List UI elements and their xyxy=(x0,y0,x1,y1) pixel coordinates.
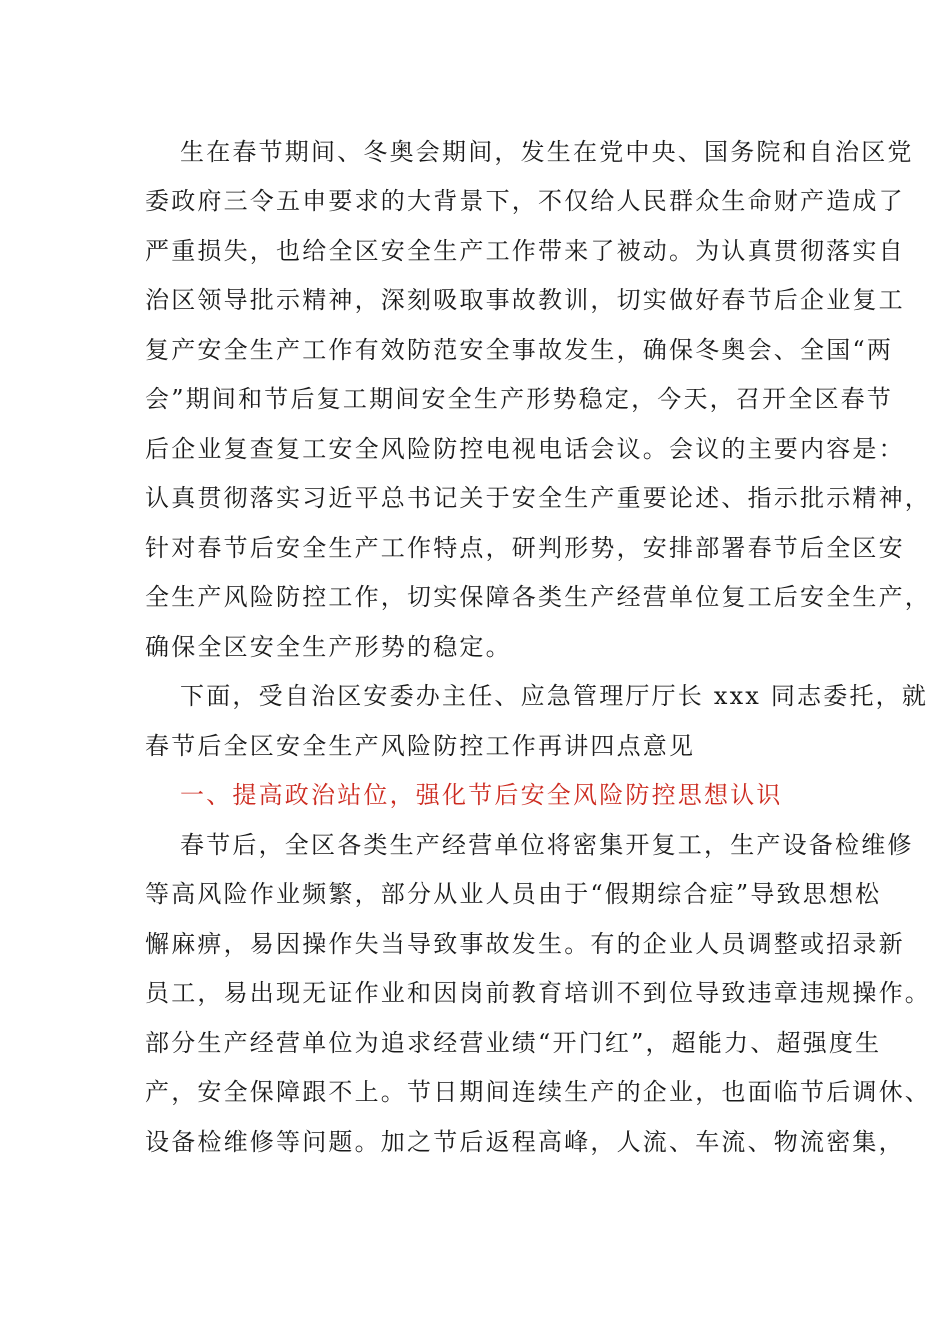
paragraph-line: 会”期间和节后复工期间安全生产形势稳定，今天，召开全区春节 xyxy=(145,385,894,413)
paragraph-line: 生在春节期间、冬奥会期间，发生在党中央、国务院和自治区党 xyxy=(180,138,914,166)
paragraph-line: 春节后全区安全生产风险防控工作再讲四点意见 xyxy=(145,732,696,760)
paragraph-line: 懈麻痹，易因操作失当导致事故发生。有的企业人员调整或招录新 xyxy=(145,930,905,958)
paragraph-line: 春节后，全区各类生产经营单位将密集开复工，生产设备检维修 xyxy=(180,831,914,859)
paragraph-line: 员工，易出现无证作业和因岗前教育培训不到位导致违章违规操作。 xyxy=(145,979,931,1007)
paragraph-line: 设备检维修等问题。加之节后返程高峰，人流、车流、物流密集， xyxy=(145,1128,905,1156)
paragraph-line: 部分生产经营单位为追求经营业绩“开门红”，超能力、超强度生 xyxy=(145,1029,882,1057)
paragraph-line: 下面，受自治区安委办主任、应急管理厅厅长 xxx 同志委托，就 xyxy=(180,682,929,710)
section-heading: 一、提高政治站位，强化节后安全风险防控思想认识 xyxy=(180,781,783,809)
paragraph-line: 产，安全保障跟不上。节日期间连续生产的企业，也面临节后调休、 xyxy=(145,1078,931,1106)
paragraph-line: 治区领导批示精神，深刻吸取事故教训，切实做好春节后企业复工 xyxy=(145,286,905,314)
paragraph-line: 确保全区安全生产形势的稳定。 xyxy=(145,633,512,661)
paragraph-line: 认真贯彻落实习近平总书记关于安全生产重要论述、指示批示精神， xyxy=(145,484,931,512)
paragraph-line: 严重损失，也给全区安全生产工作带来了被动。为认真贯彻落实自 xyxy=(145,237,905,265)
paragraph-line: 等高风险作业频繁，部分从业人员由于“假期综合症”导致思想松 xyxy=(145,880,882,908)
paragraph-line: 后企业复查复工安全风险防控电视电话会议。会议的主要内容是： xyxy=(145,435,905,463)
paragraph-line: 全生产风险防控工作，切实保障各类生产经营单位复工后安全生产， xyxy=(145,583,931,611)
paragraph-line: 委政府三令五申要求的大背景下，不仅给人民群众生命财产造成了 xyxy=(145,187,905,215)
paragraph-line: 针对春节后安全生产工作特点，研判形势，安排部署春节后全区安 xyxy=(145,534,905,562)
paragraph-line: 复产安全生产工作有效防范安全事故发生，确保冬奥会、全国“两 xyxy=(145,336,894,364)
